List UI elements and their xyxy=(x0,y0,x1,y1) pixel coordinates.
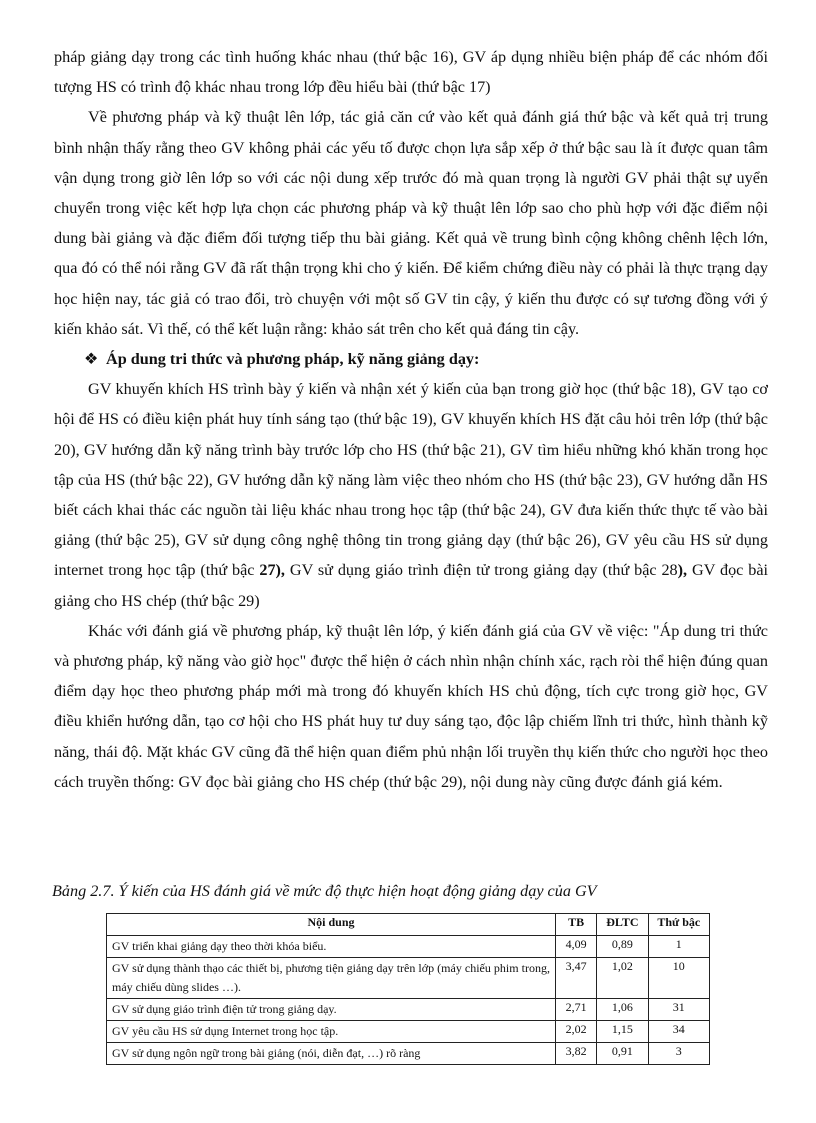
cell-mean: 2,71 xyxy=(555,999,596,1021)
cell-rank: 34 xyxy=(648,1021,709,1043)
cell-mean: 3,82 xyxy=(555,1043,596,1065)
cell-std-dev: 0,91 xyxy=(597,1043,648,1065)
ranking-bold-27: 27), xyxy=(259,561,285,580)
cell-std-dev: 1,02 xyxy=(597,958,648,999)
cell-content: GV sử dụng giáo trình điện tử trong giảng dạy. xyxy=(107,999,556,1021)
table-header-row xyxy=(107,914,710,936)
paragraph-continuation: pháp giảng dạy trong các tình huống khác nhau (thứ bậc 16), GV áp dụng nhiều biện pháp để các nhóm đối tượng HS có trình độ khác nhau trong lớp đều hiểu bài (thứ bậc 17) xyxy=(54,48,768,97)
header-std-dev: ĐLTC xyxy=(597,914,648,936)
section-heading xyxy=(54,344,768,374)
cell-rank: 10 xyxy=(648,958,709,999)
cell-std-dev: 1,06 xyxy=(597,999,648,1021)
cell-content: GV triển khai giảng dạy theo thời khóa biểu. xyxy=(107,936,556,958)
cell-mean: 4,09 xyxy=(555,936,596,958)
diamond-bullet-icon: ❖ xyxy=(84,350,99,369)
table-row xyxy=(107,1021,710,1043)
cell-mean: 3,47 xyxy=(555,958,596,999)
cell-rank: 1 xyxy=(648,936,709,958)
header-content: Nội dung xyxy=(107,914,556,936)
header-mean: TB xyxy=(555,914,596,936)
rating-table xyxy=(106,913,710,1065)
table-caption: Bảng 2.7. Ý kiến của HS đánh giá về mức độ thực hiện hoạt động giảng dạy của GV xyxy=(52,882,597,900)
header-rank: Thứ bậc xyxy=(648,914,709,936)
paragraph-ranking-list xyxy=(54,374,768,616)
ranking-list-text-3: GV đọc bài giảng cho HS chép (thứ bậc 29) xyxy=(54,561,769,610)
table-row xyxy=(107,936,710,958)
cell-rank: 31 xyxy=(648,999,709,1021)
cell-rank: 3 xyxy=(648,1043,709,1065)
cell-mean: 2,02 xyxy=(555,1021,596,1043)
ranking-list-text-2: GV sử dụng giáo trình điện tử trong giảng dạy (thứ bậc 28 xyxy=(289,561,678,580)
cell-std-dev: 0,89 xyxy=(597,936,648,958)
cell-std-dev: 1,15 xyxy=(597,1021,648,1043)
table-row xyxy=(107,958,710,999)
cell-content: GV yêu cầu HS sử dụng Internet trong học tập. xyxy=(107,1021,556,1043)
table-row xyxy=(107,999,710,1021)
cell-content: GV sử dụng thành thạo các thiết bị, phương tiện giảng dạy trên lớp (máy chiếu phim trong, máy chiếu dùng slides …). xyxy=(107,958,556,999)
table-row xyxy=(107,1043,710,1065)
paragraph-methods: Về phương pháp và kỹ thuật lên lớp, tác giả căn cứ vào kết quả đánh giá thứ bậc và kết quả trị trung bình nhận thấy rằng theo GV không phải các yếu tố được chọn lựa sắp xếp ở thứ bậc sau là ít được quan tâm vận dụng trong giờ lên lớp so với các nội dung xếp trước đó mà quan trọng là người GV phải thật sự uyển chuyển trong việc kết hợp lựa chọn các phương pháp và kỹ thuật lên lớp sao cho phù hợp với đặc điểm nội dung bài giảng và đặc điểm đối tượng tiếp thu bài giảng. Kết quả về trung bình cộng không chênh lệch lớn, qua đó có thể nói rằng GV đã rất thận trọng khi cho ý kiến. Để kiểm chứng điều này có phải là thực trạng dạy học hiện nay, tác giả có trao đổi, trò chuyện với một số GV tin cậy, ý kiến thu được có sự tương đồng với ý kiến khảo sát. Vì thế, có thể kết luận rằng: khảo sát trên cho kết quả đáng tin cậy. xyxy=(54,108,768,338)
cell-content: GV sử dụng ngôn ngữ trong bài giảng (nói, diễn đạt, …) rõ ràng xyxy=(107,1043,556,1065)
ranking-list-text: GV khuyến khích HS trình bày ý kiến và nhận xét ý kiến của bạn trong giờ học (thứ bậc 18), GV tạo cơ hội để HS có điều kiện phát huy tính sáng tạo (thứ bậc 19), GV khuyến khích HS đặt câu hỏi trên lớp (thứ bậc 20), GV hướng dẫn kỹ năng trình bày trước lớp cho HS (thứ bậc 21), GV tìm hiểu những khó khăn trong học tập của HS (thứ bậc 22), GV hướng dẫn kỹ năng làm việc theo nhóm cho HS (thứ bậc 23), GV hướng dẫn HS biết cách khai thác các nguồn tài liệu khác nhau trong học tập (thứ bậc 24), GV đưa kiến thức thực tế vào bài giảng (thứ bậc 25), GV sử dụng công nghệ thông tin trong giảng dạy (thứ bậc 26), GV yêu cầu HS sử dụng internet trong học tập (thứ bậc xyxy=(54,380,768,580)
document-body xyxy=(54,42,768,797)
paragraph-assessment: Khác với đánh giá về phương pháp, kỹ thuật lên lớp, ý kiến đánh giá của GV về việc: "Áp dung tri thức và phương pháp, kỹ năng vào giờ học" được thể hiện ở cách nhìn nhận chính xác, rạch ròi thể hiện đúng quan điểm dạy học theo phương pháp mới mà trong đó khuyến khích HS chủ động, tích cực trong giờ học, GV điều khiển hướng dẫn, tạo cơ hội cho HS phát huy tư duy sáng tạo, độc lập chiếm lĩnh tri thức, hình thành kỹ năng, thái độ. Mặt khác GV cũng đã thể hiện quan điểm phủ nhận lối truyền thụ kiến thức cho người học theo cách truyền thống: GV đọc bài giảng cho HS chép (thứ bậc 29), nội dung này cũng được đánh giá kém. xyxy=(54,621,768,791)
ranking-bold-28: ), xyxy=(677,561,688,580)
section-heading-text: Áp dung tri thức và phương pháp, kỹ năng giảng dạy: xyxy=(106,350,480,369)
